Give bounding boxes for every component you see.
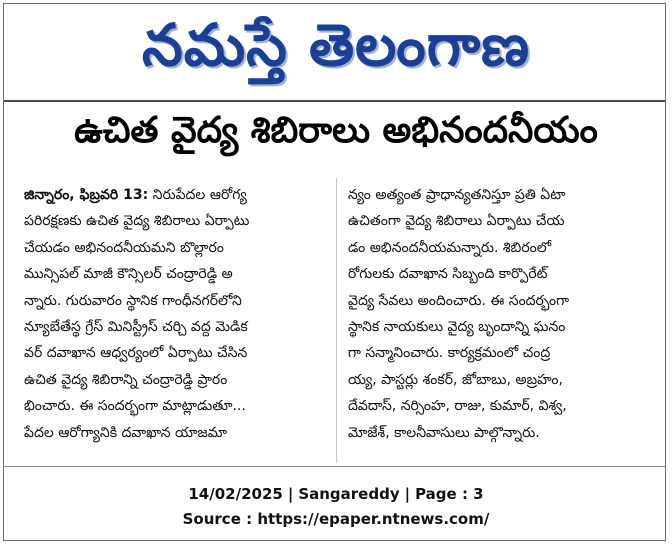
publication-date: 14/02/2025 <box>188 485 283 503</box>
article-headline: ఉచిత వైద్య శిబిరాలు అభినందనీయం <box>74 110 598 151</box>
publication-info <box>0 485 672 503</box>
article-line: భించారు. ఈ సందర్భంగా మాట్లాడుతూ... <box>24 398 246 415</box>
article-dateline: జిన్నారం, ఫిబ్రవరి 13: <box>24 187 149 203</box>
article-line: జిన్నారం, ఫిబ్రవరి 13: నిరుపేదల ఆరోగ్య <box>24 187 247 203</box>
article-line: గా సన్మానించారు. కార్యక్రమంలో చంద్ర <box>348 345 551 362</box>
article-line: న్యం అత్యంత ప్రాధాన్యతనిస్తూ ప్రతి ఏటా <box>348 187 566 203</box>
top-divider <box>4 100 665 102</box>
article-line: స్థానిక నాయకులు వైద్య బృందాన్ని ఘనం <box>348 319 566 336</box>
article-line: ఉచితంగా వైద్య శిబిరాలు ఏర్పాటు చేయ <box>348 213 565 230</box>
article-line: మోజేశ్, కాలనీవాసులు పాల్గొన్నారు. <box>348 424 540 441</box>
article-column-right <box>348 182 644 446</box>
article-line: మున్సిపల్ మాజీ కౌన్సిలర్ చంద్రారెడ్డి అ <box>24 266 233 283</box>
article-line: య్య, పాస్టర్లు శంకర్, జోబాబు, అబ్రహం, <box>348 371 563 388</box>
article-line: దేవదాస్, నర్సింహ, రాజు, కుమార్, విశ్వ, <box>348 398 567 415</box>
article-line: ఉచిత వైద్య శిబిరాన్ని చంద్రారెడ్డి ప్రారం <box>24 371 228 388</box>
separator: | <box>404 485 411 503</box>
separator: | <box>287 485 294 503</box>
masthead-logo: నమస్తే తెలంగాణ <box>142 11 530 79</box>
article-line: పేదల ఆరోగ్యానికి దవాఖాన యాజమా <box>24 424 228 441</box>
article-line: వైద్య సేవలు అందించారు. ఈ సందర్భంగా <box>348 292 569 309</box>
article-line: డం అభినందనీయమన్నారు. శిబిరంలో <box>348 239 552 256</box>
column-divider <box>336 178 337 463</box>
source-line: Source : https://epaper.ntnews.com/ <box>182 510 490 528</box>
article-column-left <box>24 182 320 446</box>
article-line: చేయడం అభినందనీయమని బొల్లారం <box>24 239 224 256</box>
article-line: రోగులకు దవాఖాన సిబ్బంది కార్పొరేట్ <box>348 266 548 283</box>
article-line: పరిరక్షణకు ఉచిత వైద్య శిబిరాలు ఏర్పాటు <box>24 213 250 230</box>
newspaper-masthead <box>0 4 672 86</box>
article-line: న్నారు. గురువారం స్థానిక గాంధీనగర్‌లోని <box>24 292 242 309</box>
publication-location: Sangareddy <box>298 485 400 503</box>
bottom-divider <box>4 466 665 467</box>
article-line: వర్ దవాఖాన ఆధ్వర్యంలో ఏర్పాటు చేసిన <box>24 345 248 362</box>
article-line: న్యూబేతేస్థ గ్రేస్ మినిస్ట్రీస్ చర్చి వద్ద మెడిక <box>24 319 248 336</box>
page-number: Page : 3 <box>415 485 484 503</box>
